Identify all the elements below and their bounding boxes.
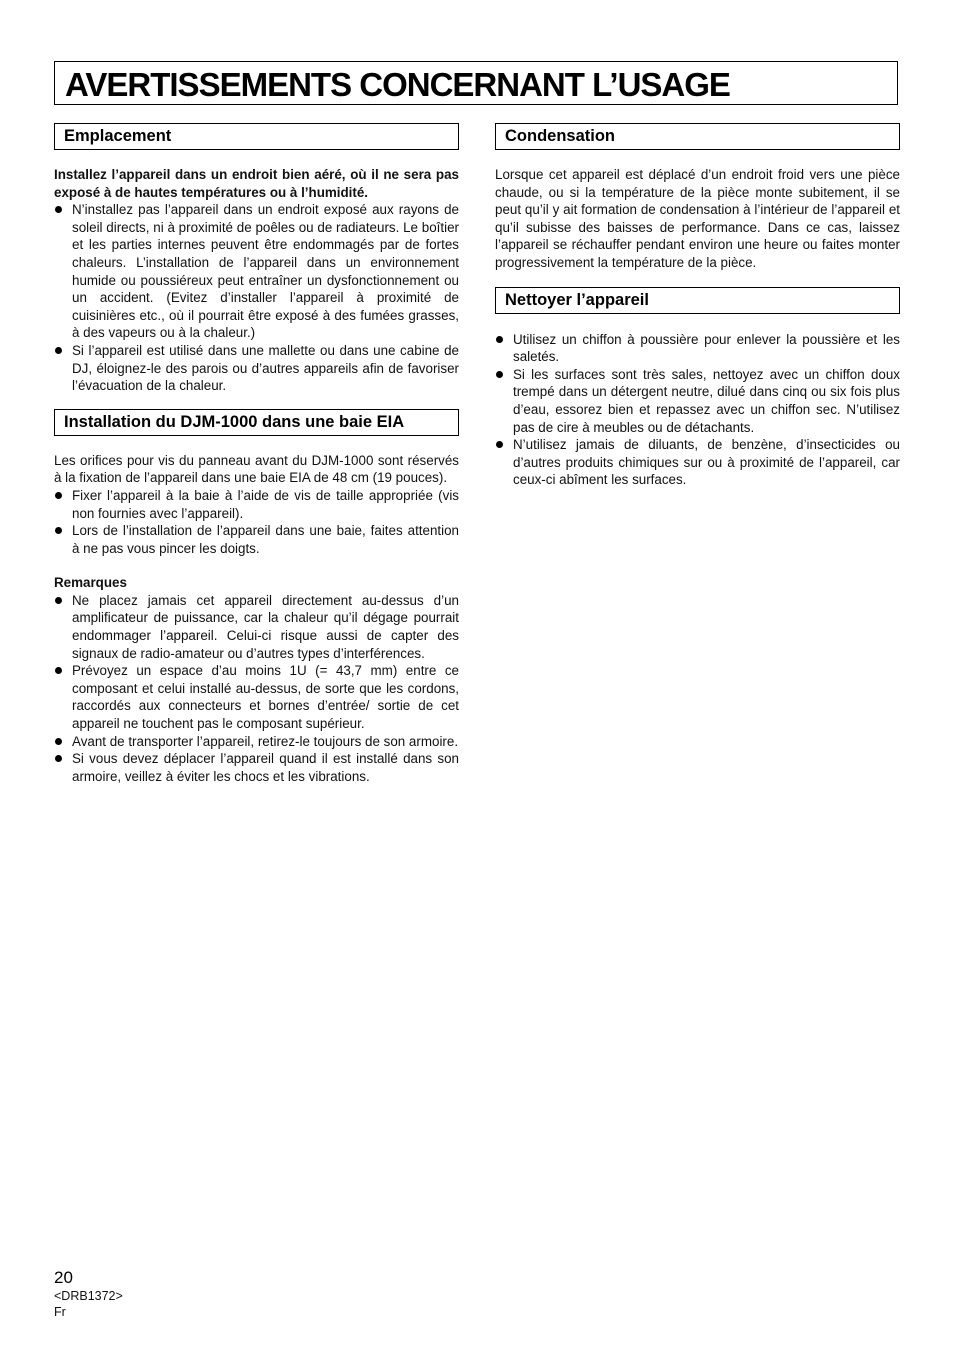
installation-intro: Les orifices pour vis du panneau avant du DJM-1000 sont réservés à la fixation de l’appareil dans une baie EIA de 48 cm (19 pouces). xyxy=(54,452,459,486)
list-item: Lors de l’installation de l’appareil dans une baie, faites attention à ne pas vous pincer les doigts. xyxy=(54,522,459,557)
left-column xyxy=(54,123,459,785)
bullet-icon xyxy=(496,371,503,378)
list-item: Si vous devez déplacer l’appareil quand il est installé dans son armoire, veillez à éviter les chocs et les vibrations. xyxy=(54,750,459,785)
section-heading-emplacement: Emplacement xyxy=(54,123,459,150)
bullet-icon xyxy=(55,738,62,745)
emplacement-lead: Installez l’appareil dans un endroit bien aéré, où il ne sera pas exposé à de hautes températures ou à l’humidité. xyxy=(54,167,459,200)
list-item: Utilisez un chiffon à poussière pour enlever la poussière et les saletés. xyxy=(495,331,900,366)
bullet-icon xyxy=(55,527,62,534)
list-item: N’installez pas l’appareil dans un endroit exposé aux rayons de soleil directs, ni à proximité de poêles ou de radiateurs. Le boîtier et les parties internes peuvent être endommagés par de fortes chaleurs. L’installation de l’appareil dans un environnement humide ou poussiéreux peut entraîner un dysfonctionnement ou un accident. (Evitez d’installer l’appareil à proximité de cuisinières etc., où il pourrait être exposé à des fumées grasses, à des vapeurs ou à la chaleur.) xyxy=(54,201,459,342)
list-item: Si l’appareil est utilisé dans une mallette ou dans une cabine de DJ, éloignez-le des parois ou d’autres appareils afin de favoriser l’évacuation de la chaleur. xyxy=(54,342,459,395)
bullet-icon xyxy=(55,492,62,499)
remarks-label: Remarques xyxy=(54,575,127,591)
installation-list xyxy=(54,487,459,557)
bullet-icon xyxy=(496,441,503,448)
condensation-text: Lorsque cet appareil est déplacé d’un endroit froid vers une pièce chaude, ou si la température de la pièce monte subitement, il se peut qu’il y ait formation de condensation à l’intérieur de l’appareil et qu’il subisse des baisses de performance. Dans ce cas, laissez l’appareil se réchauffer pendant environ une heure ou faites monter progressivement la température de la pièce. xyxy=(495,167,900,270)
page-title-box xyxy=(54,61,898,105)
list-item: Fixer l’appareil à la baie à l’aide de vis de taille appropriée (vis non fournies avec l’appareil). xyxy=(54,487,459,522)
list-item: Avant de transporter l’appareil, retirez-le toujours de son armoire. xyxy=(54,733,459,751)
bullet-icon xyxy=(55,206,62,213)
page-number: 20 xyxy=(54,1268,73,1287)
nettoyer-list xyxy=(495,331,900,489)
list-item: Prévoyez un espace d’au moins 1U (= 43,7 mm) entre ce composant et celui installé au-dessus, de sorte que les cordons, raccordés aux connecteurs et bornes d’entrée/ sortie de cet appareil ne touchent pas le composant supérieur. xyxy=(54,662,459,732)
right-column xyxy=(495,123,900,489)
document-code: <DRB1372> xyxy=(54,1289,123,1303)
section-heading-condensation: Condensation xyxy=(495,123,900,150)
section-heading-nettoyer: Nettoyer l’appareil xyxy=(495,287,900,314)
emplacement-list xyxy=(54,201,459,395)
bullet-icon xyxy=(55,667,62,674)
bullet-icon xyxy=(496,336,503,343)
bullet-icon xyxy=(55,597,62,604)
section-heading-installation: Installation du DJM-1000 dans une baie EIA xyxy=(54,409,459,436)
list-item: Ne placez jamais cet appareil directement au-dessus d’un amplificateur de puissance, car la chaleur qu’il dégage pourrait endommager l’appareil. Celui-ci risque aussi de capter des signaux de radio-amateur ou d’autres types d’interférences. xyxy=(54,592,459,662)
list-item: N’utilisez jamais de diluants, de benzène, d’insecticides ou d’autres produits chimiques sur ou à proximité de l’appareil, car ceux-ci abîment les surfaces. xyxy=(495,436,900,489)
list-item: Si les surfaces sont très sales, nettoyez avec un chiffon doux trempé dans un détergent neutre, dilué dans cinq ou six fois plus d’eau, essorez bien et repassez avec un chiffon sec. N’utilisez pas de cire à meubles ou de détachants. xyxy=(495,366,900,436)
bullet-icon xyxy=(55,347,62,354)
remarks-list xyxy=(54,592,459,786)
page-footer xyxy=(54,1268,123,1320)
page-title: AVERTISSEMENTS CONCERNANT L’USAGE xyxy=(65,66,730,103)
bullet-icon xyxy=(55,755,62,762)
language-code: Fr xyxy=(54,1305,66,1319)
